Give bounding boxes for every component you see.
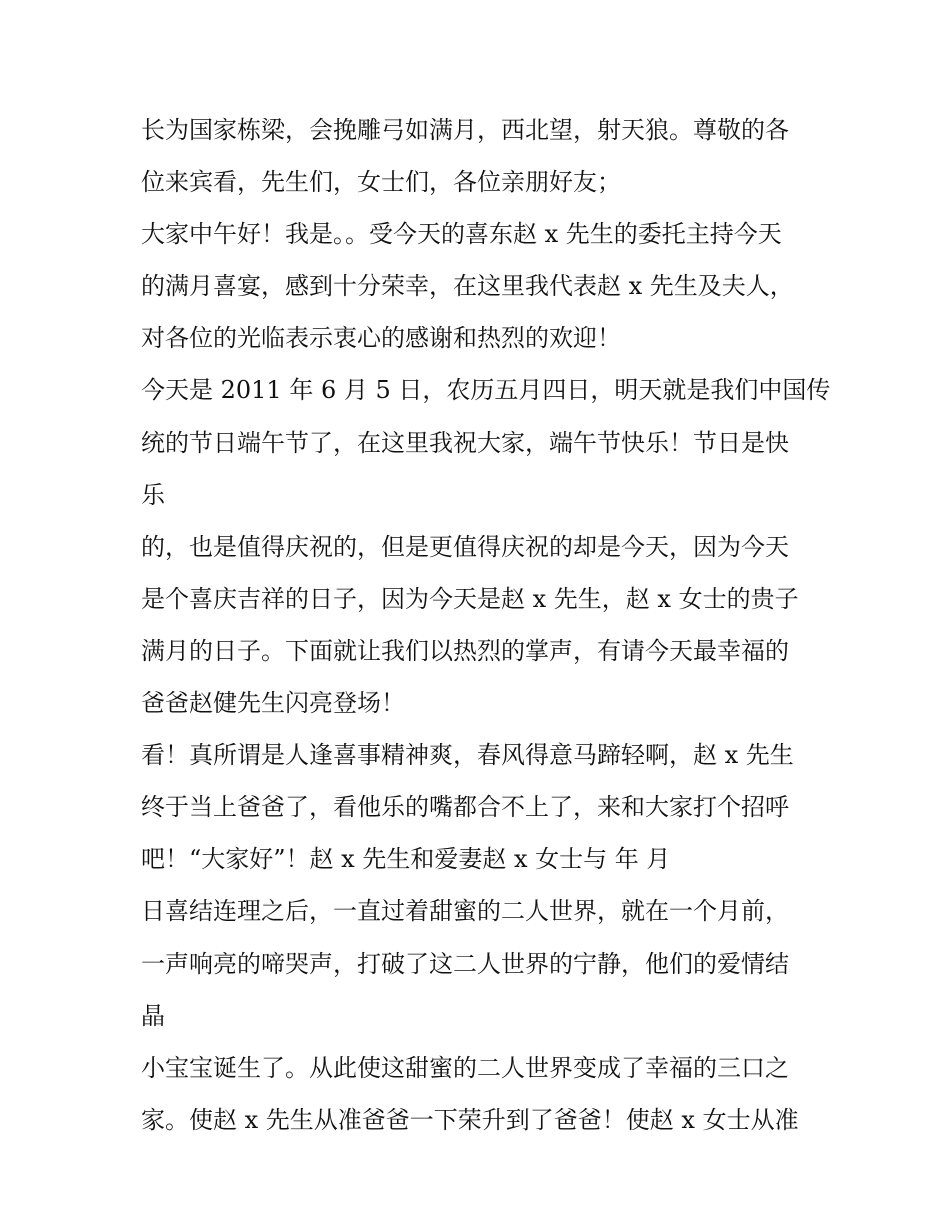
text-line: 今天是 2011 年 6 月 5 日，农历五月四日，明天就是我们中国传 xyxy=(141,376,831,405)
text-line: 满月的日子。下面就让我们以热烈的掌声，有请今天最幸福的 xyxy=(141,636,789,665)
text-line: 看！真所谓是人逢喜事精神爽，春风得意马蹄轻啊，赵 x 先生 xyxy=(141,741,794,770)
text-line: 家。使赵 x 先生从准爸爸一下荣升到了爸爸！使赵 x 女士从准 xyxy=(141,1105,799,1134)
text-line: 吧！“大家好”！赵 x 先生和爱妻赵 x 女士与 年 月 xyxy=(141,845,671,874)
text-line: 日喜结连理之后，一直过着甜蜜的二人世界，就在一个月前， xyxy=(141,897,789,926)
text-line: 小宝宝诞生了。从此使这甜蜜的二人世界变成了幸福的三口之 xyxy=(141,1053,789,1082)
text-line: 是个喜庆吉祥的日子，因为今天是赵 x 先生，赵 x 女士的贵子 xyxy=(141,584,799,613)
text-line: 对各位的光临表示衷心的感谢和热烈的欢迎！ xyxy=(141,324,621,353)
text-line: 的满月喜宴，感到十分荣幸，在这里我代表赵 x 先生及夫人， xyxy=(141,272,794,301)
text-line: 一声响亮的啼哭声，打破了这二人世界的宁静，他们的爱情结 xyxy=(141,949,789,978)
text-line: 的，也是值得庆祝的，但是更值得庆祝的却是今天，因为今天 xyxy=(141,532,789,561)
text-line: 乐 xyxy=(141,480,165,509)
text-line: 位来宾看，先生们，女士们，各位亲朋好友； xyxy=(141,168,621,197)
text-line: 爸爸赵健先生闪亮登场！ xyxy=(141,689,405,718)
text-line: 终于当上爸爸了，看他乐的嘴都合不上了，来和大家打个招呼 xyxy=(141,793,789,822)
text-line: 晶 xyxy=(141,1001,165,1030)
text-line: 大家中午好！我是。。受今天的喜东赵 x 先生的委托主持今天 xyxy=(141,220,782,249)
document-body xyxy=(141,104,831,1146)
text-line: 统的节日端午节了，在这里我祝大家，端午节快乐！节日是快 xyxy=(141,428,789,457)
text-line: 长为国家栋梁，会挽雕弓如满月，西北望，射天狼。尊敬的各 xyxy=(141,116,789,144)
